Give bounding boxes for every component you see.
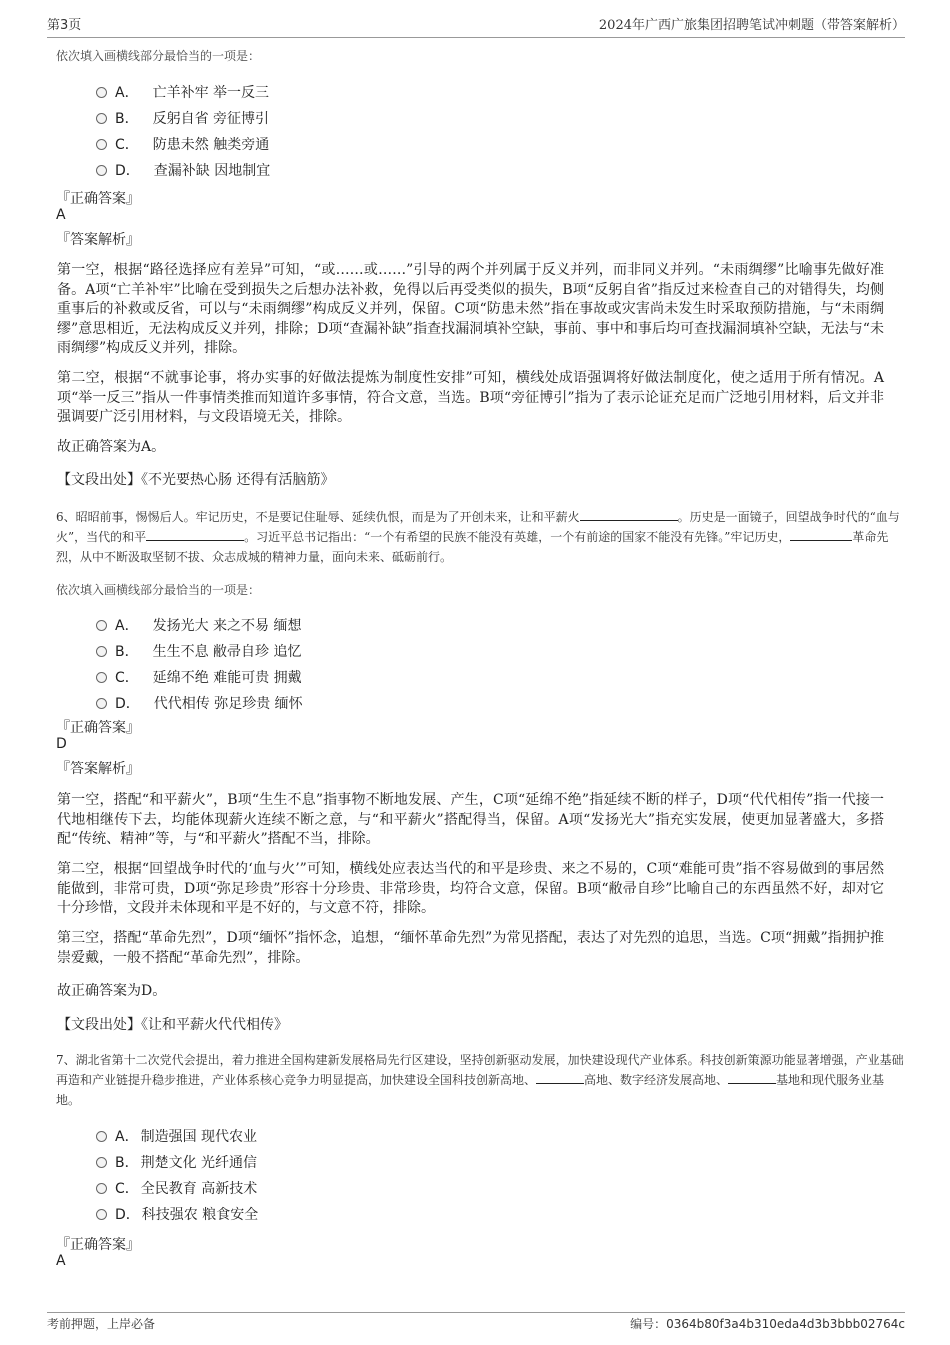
radio-icon[interactable] [96,1183,107,1194]
q5-option-b[interactable] [96,108,269,128]
q6-analysis-para-3: 第三空，搭配“革命先烈”，D项“缅怀”指怀念，追想，“缅怀革命先烈”为常见搭配，表达了对先烈的追思，当选。C项“拥戴”指拥护推崇爱戴，一般不搭配“革命先烈”，排除。 [57,930,884,966]
q6-analysis-para-1: 第一空，搭配“和平薪火”，B项“生生不息”指事物不断地发展、产生，C项“延绵不绝”指延续不断的样子，D项“代代相传”指一代接一代地相继传下去，均能体现薪火连续不断之意，与“和平薪火”搭配得当，保留。A项“发扬光大”指充实发展，使更加显著盛大，多搭配“传统、精神”等，与“和平薪火”搭配不当，排除。 [57,792,884,847]
q7-stem-part-1: 7、湖北省第十二次党代会提出，着力推进全国构建新发展格局先行区建设，坚持创新驱动发展，加快建设现代产业体系。科技创新策源功能显著增强，产业基础再造和产业链提升稳步推进，产业体系核心竞争力明显提高，加快建设全国科技创新高地、 [56,1053,904,1087]
q5-source: 【文段出处】《不光要热心肠 还得有活脑筋》 [57,472,335,488]
option-text: 全民教育 高新技术 [140,1181,258,1197]
option-letter: C． [115,137,139,153]
option-letter: B． [115,1155,139,1171]
document-title: 2024年广西广旅集团招聘笔试冲刺题（带答案解析） [598,18,905,33]
page-footer [47,1312,905,1332]
fill-blank [728,1071,776,1084]
option-text: 制造强国 现代农业 [140,1129,258,1145]
q6-stem [56,507,906,567]
q5-option-a[interactable] [96,82,269,102]
q6-analysis-para-2: 第二空，根据“回望战争时代的‘血与火’”可知，横线处应表达当代的和平是珍贵、来之不易的，C项“难能可贵”指不容易做到的事居然能做到，非常可贵，D项“弥足珍贵”形容十分珍贵、非常珍贵，均符合文意，保留。B项“敝帚自珍”比喻自己的东西虽然不好，却对它十分珍惜，文段并未体现和平是不好的，与文意不符，排除。 [57,861,884,916]
option-letter: B． [115,644,139,660]
q5-option-c[interactable] [96,134,269,154]
option-letter: C． [115,670,139,686]
fill-blank [790,528,852,541]
option-letter: D． [115,163,140,179]
fill-blank [146,528,244,541]
radio-icon[interactable] [96,1209,107,1220]
q5-analysis-label: 『答案解析』 [56,232,140,248]
option-text: 代代相传 弥足珍贵 缅怀 [153,696,303,712]
q6-option-d[interactable] [96,693,303,713]
q7-option-b[interactable] [96,1152,257,1172]
page-number: 第3页 [47,18,82,33]
page-header [47,14,905,38]
q5-answer-label: 『正确答案』 [56,191,140,207]
option-text: 荆楚文化 光纤通信 [140,1155,258,1171]
q7-option-a[interactable] [96,1126,257,1146]
document-id: 编号：0364b80f3a4b310eda4d3b3bbb02764c [630,1317,905,1331]
radio-icon[interactable] [96,87,107,98]
option-text: 延绵不绝 难能可贵 拥戴 [152,670,302,686]
radio-icon[interactable] [96,113,107,124]
option-letter: A． [115,1129,139,1145]
q7-option-d[interactable] [96,1204,258,1224]
radio-icon[interactable] [96,1157,107,1168]
q7-stem [56,1050,906,1110]
radio-icon[interactable] [96,1131,107,1142]
footer-slogan: 考前押题，上岸必备 [47,1317,156,1331]
option-letter: D． [115,696,140,712]
q5-answer: A [56,207,66,223]
q5-prompt: 依次填入画横线部分最恰当的一项是： [56,49,261,63]
q6-stem-part-2: 。历史是一面镜子，回望战争时代的“血与火”，当代的和平 [56,510,900,544]
option-text: 防患未然 触类旁通 [152,137,270,153]
radio-icon[interactable] [96,139,107,150]
q6-option-c[interactable] [96,667,302,687]
q6-prompt: 依次填入画横线部分最恰当的一项是： [56,583,261,597]
q5-option-d[interactable] [96,160,270,180]
fill-blank [580,508,678,521]
radio-icon[interactable] [96,620,107,631]
q7-option-c[interactable] [96,1178,257,1198]
q7-stem-part-2: 高地、数字经济发展高地、 [584,1073,729,1087]
q7-answer-label: 『正确答案』 [56,1237,140,1253]
radio-icon[interactable] [96,698,107,709]
q7-answer: A [56,1253,66,1269]
radio-icon[interactable] [96,672,107,683]
q6-stem-part-4: 革命先烈，从中不断汲取坚韧不拔、众志成城的精神力量，面向未来、砥砺前行。 [56,530,889,564]
q6-analysis-para-4: 故正确答案为D。 [57,983,167,999]
option-text: 查漏补缺 因地制宜 [153,163,271,179]
q6-source: 【文段出处】《让和平薪火代代相传》 [57,1017,288,1033]
option-letter: D． [115,1207,140,1223]
q6-option-b[interactable] [96,641,302,661]
option-text: 科技强农 粮食安全 [141,1207,259,1223]
option-text: 发扬光大 来之不易 缅想 [152,618,302,634]
radio-icon[interactable] [96,165,107,176]
q5-analysis-para-1: 第一空，根据“路径选择应有差异”可知，“或……或……”引导的两个并列属于反义并列，而非同义并列。“未雨绸缪”比喻事先做好准备。A项“亡羊补牢”比喻在受到损失之后想办法补救，免得以后再受类似的损失，B项“反躬自省”指反过来检查自己的对错得失，均侧重事后的补救或反省，可以与“未雨绸缪”构成反义并列，保留。C项“防患未然”指在事故或灾害尚未发生时采取预防措施，与“未雨绸缪”意思相近，无法构成反义并列，排除；D项“查漏补缺”指查找漏洞填补空缺，事前、事中和事后均可查找漏洞填补空缺，无法与“未雨绸缪”构成反义并列，排除。 [57,262,884,356]
q6-stem-part-3: 。习近平总书记指出：“一个有希望的民族不能没有英雄，一个有前途的国家不能没有先锋。”牢记历史， [244,530,791,544]
radio-icon[interactable] [96,646,107,657]
q7-stem-part-3: 基地和现代服务业基地。 [56,1073,885,1107]
q6-answer: D [56,736,67,752]
q6-answer-label: 『正确答案』 [56,720,140,736]
option-text: 亡羊补牢 举一反三 [152,85,270,101]
q5-analysis-para-2: 第二空，根据“不就事论事，将办实事的好做法提炼为制度性安排”可知，横线处成语强调将好做法制度化，使之适用于所有情况。A项“举一反三”指从一件事情类推而知道许多事情，符合文意，当选。B项“旁征博引”指为了表示论证充足而广泛地引用材料，后文并非强调要广泛引用材料，与文段语境无关，排除。 [57,370,884,425]
q5-analysis-para-3: 故正确答案为A。 [57,439,166,455]
fill-blank [536,1071,584,1084]
option-letter: C． [115,1181,139,1197]
option-letter: A． [115,618,139,634]
option-text: 生生不息 敝帚自珍 追忆 [152,644,302,660]
option-text: 反躬自省 旁征博引 [152,111,270,127]
option-letter: A． [115,85,139,101]
q6-stem-part-1: 6、昭昭前事，惕惕后人。牢记历史，不是要记住耻辱、延续仇恨，而是为了开创未来，让和平薪火 [56,510,580,524]
option-letter: B． [115,111,139,127]
q6-option-a[interactable] [96,615,301,635]
q6-analysis-label: 『答案解析』 [56,761,140,777]
